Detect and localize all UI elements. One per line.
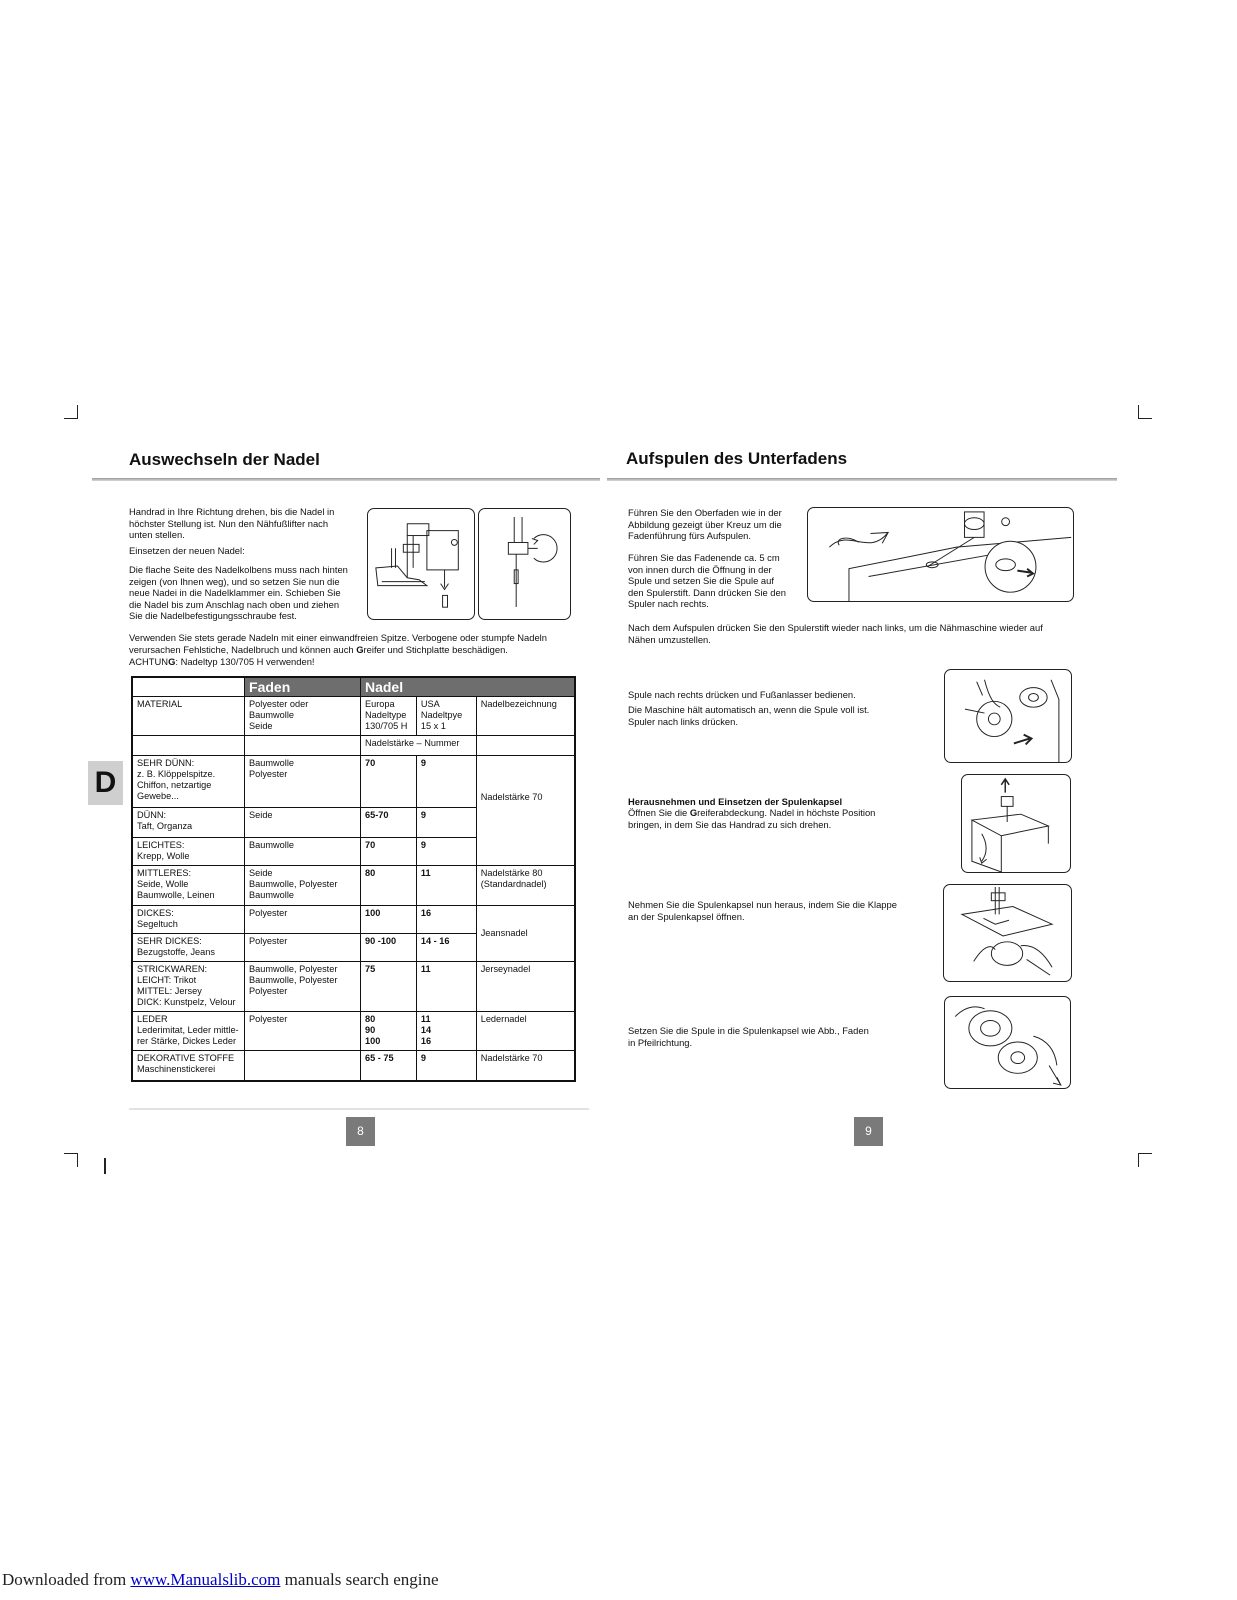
left-title-rule xyxy=(92,478,600,481)
crop-mark xyxy=(1138,1153,1152,1154)
cell-europa: Europa Nadeltype 130/705 H xyxy=(360,697,416,736)
bobbin-paragraph-6 xyxy=(628,807,948,830)
warning-2-text-a: verursachen Fehlstiche, Nadelbruch und können auch xyxy=(129,644,357,655)
warning-line-3 xyxy=(129,656,589,668)
cell-europa: 80 xyxy=(360,866,416,906)
cell-usa: 9 xyxy=(416,838,476,866)
needle-machine-illustration xyxy=(367,508,475,620)
intro-paragraph-2: Einsetzen der neuen Nadel: xyxy=(129,545,245,556)
cell-usa: 11 xyxy=(416,866,476,906)
right-page-title: Aufspulen des Unterfadens xyxy=(626,449,848,468)
left-bottom-rule xyxy=(129,1108,589,1110)
cell-faden: Baumwolle Polyester xyxy=(245,756,361,808)
cell-faden: Polyester xyxy=(245,906,361,934)
bobbin-case-removal-illustration xyxy=(943,884,1072,982)
cell-faden: Polyester xyxy=(245,934,361,962)
crop-mark xyxy=(104,1158,106,1174)
cell-material: DICKES: Segeltuch xyxy=(132,906,245,934)
table-header-faden: Faden xyxy=(245,677,361,697)
bobbin-paragraph-1: Führen Sie den Oberfaden wie in der Abbildung gezeigt über Kreuz um die Fadenführung fürs Aufspulen. xyxy=(628,507,782,542)
language-tab: D xyxy=(88,761,123,805)
needle-table xyxy=(131,676,576,1082)
crop-mark xyxy=(64,1153,78,1154)
table-row xyxy=(132,697,575,736)
cell-nadelstaerke: Nadelstärke – Nummer xyxy=(360,736,476,756)
p6-text-a: Öffnen Sie die xyxy=(628,807,690,818)
bobbin-paragraph-3: Nach dem Aufspulen drücken Sie den Spulerstift wieder nach links, um die Nähmaschine wieder auf Nähen umzustellen. xyxy=(628,622,1043,645)
table-row xyxy=(132,866,575,906)
desc-text: Jeansnadel xyxy=(480,927,528,938)
cell-usa: 9 xyxy=(416,756,476,808)
cell-desc: Nadelstärke 80 (Standardnadel) xyxy=(476,866,575,906)
cell-desc: Ledernadel xyxy=(476,1012,575,1051)
cell-material: DÜNN: Taft, Organza xyxy=(132,808,245,838)
crop-mark xyxy=(1138,418,1152,419)
cell-material: MITTLERES: Seide, Wolle Baumwolle, Leinen xyxy=(132,866,245,906)
bobbin-paragraph-2: Führen Sie das Fadenende ca. 5 cm von innen durch die Öffnung in der Spule und setzen Sie die Spule auf den Spulerstift. Dann drücken Sie den Spuler nach rechts. xyxy=(628,552,786,610)
table-row xyxy=(132,756,575,808)
bobbin-paragraph-5: Die Maschine hält automatisch an, wenn die Spule voll ist. Spuler nach links drücken. xyxy=(628,704,870,727)
cell-desc xyxy=(476,906,575,962)
thread-guide-illustration xyxy=(807,507,1074,602)
cell-material: SEHR DICKES: Bezugstoffe, Jeans xyxy=(132,934,245,962)
cell-material xyxy=(132,736,245,756)
cell-europa: 65 - 75 xyxy=(360,1051,416,1081)
manualslib-link[interactable]: www.Manualslib.com xyxy=(130,1570,281,1589)
cell-faden: Baumwolle xyxy=(245,838,361,866)
table-row xyxy=(132,906,575,934)
cell-usa: USA Nadeltpye 15 x 1 xyxy=(416,697,476,736)
cell-usa: 11 14 16 xyxy=(416,1012,476,1051)
cell-europa: 65-70 xyxy=(360,808,416,838)
cell-material: STRICKWAREN: LEICHT: Trikot MITTEL: Jersey DICK: Kunstpelz, Velour xyxy=(132,962,245,1012)
table-header-nadel: Nadel xyxy=(360,677,575,697)
cell-material: SEHR DÜNN: z. B. Klöppelspitze. Chiffon, netzartige Gewebe... xyxy=(132,756,245,808)
cell-faden xyxy=(245,1051,361,1081)
right-title-rule xyxy=(607,478,1117,481)
bobbin-winder-illustration xyxy=(944,669,1072,763)
cell-desc: Nadelbezeichnung xyxy=(476,697,575,736)
desc-text: Nadelstärke 70 xyxy=(480,792,543,802)
cell-desc: Jerseynadel xyxy=(476,962,575,1012)
footer-suffix: manuals search engine xyxy=(280,1570,439,1589)
crop-mark xyxy=(64,418,78,419)
warning-line-2 xyxy=(129,644,589,656)
cell-faden: Seide xyxy=(245,808,361,838)
warning-line-1: Verwenden Sie stets gerade Nadeln mit einer einwandfreien Spitze. Verbogene oder stumpfe Nadeln xyxy=(129,632,547,643)
cell-faden: Baumwolle, Polyester Baumwolle, Polyester Polyester xyxy=(245,962,361,1012)
table-header-row xyxy=(132,677,575,697)
bobbin-paragraph-4: Spule nach rechts drücken und Fußanlasser bedienen. xyxy=(628,689,856,700)
footer-prefix: Downloaded from xyxy=(2,1570,131,1589)
cell-europa: 100 xyxy=(360,906,416,934)
crop-mark xyxy=(1138,405,1139,419)
bobbin-paragraph-8: Setzen Sie die Spule in die Spulenkapsel wie Abb., Faden in Pfeilrichtung. xyxy=(628,1025,869,1048)
cell-usa: 9 xyxy=(416,1051,476,1081)
cell-usa: 11 xyxy=(416,962,476,1012)
warning-3-text-a: ACHTUN xyxy=(129,656,169,667)
intro-paragraph-1: Handrad in Ihre Richtung drehen, bis die Nadel in höchster Stellung ist. Nun den Nähfußlifter nach unten stellen. xyxy=(129,506,335,541)
intro-paragraph-3: Die flache Seite des Nadelkolbens muss nach hinten zeigen (von Ihnen weg), und so setzen Sie nun die neue Nadei in die Nadelklammer ein. Schieben Sie die Nadel bis zum Anschlag nach oben und ziehen Sie die Nadelbefestigungsschraube fest. xyxy=(129,564,348,622)
crop-mark xyxy=(77,1153,78,1167)
cell-europa: 70 xyxy=(360,756,416,808)
cell-desc: Nadelstärke 70 xyxy=(476,1051,575,1081)
table-header-material xyxy=(132,677,245,697)
cell-material: LEICHTES: Krepp, Wolle xyxy=(132,838,245,866)
cell-europa: 70 xyxy=(360,838,416,866)
cell-europa: 90 -100 xyxy=(360,934,416,962)
warning-2-text-c: reifer und Stichplatte beschädigen. xyxy=(363,644,508,655)
page-number-left: 8 xyxy=(346,1117,375,1146)
p6-text-c: reiferabdeckung. Nadel in höchste Position bringen, in dem Sie das Handrad zu sich drehen. xyxy=(628,807,876,830)
bobbin-insert-illustration xyxy=(944,996,1071,1089)
table-row xyxy=(132,736,575,756)
cell-material: LEDER Lederimitat, Leder mittle- rer Stärke, Dickes Leder xyxy=(132,1012,245,1051)
cell-faden: Polyester oder Baumwolle Seide xyxy=(245,697,361,736)
cell-material: DEKORATIVE STOFFE Maschinenstickerei xyxy=(132,1051,245,1081)
left-page-title: Auswechseln der Nadel xyxy=(129,450,320,469)
cell-usa: 9 xyxy=(416,808,476,838)
table-row xyxy=(132,1012,575,1051)
shuttle-cover-illustration xyxy=(961,774,1071,873)
table-row xyxy=(132,1051,575,1081)
page-number-right: 9 xyxy=(854,1117,883,1146)
cell-desc xyxy=(476,756,575,866)
cell-europa: 75 xyxy=(360,962,416,1012)
section-heading: Herausnehmen und Einsetzen der Spulenkapsel xyxy=(628,796,843,807)
bobbin-paragraph-7: Nehmen Sie die Spulenkapsel nun heraus, indem Sie die Klappe an der Spulenkapsel öffnen. xyxy=(628,899,897,922)
cell-faden xyxy=(245,736,361,756)
warning-2-text-b: G xyxy=(356,644,364,655)
cell-material: MATERIAL xyxy=(132,697,245,736)
p6-text-b: G xyxy=(689,807,698,818)
cell-usa: 16 xyxy=(416,906,476,934)
needle-clamp-illustration xyxy=(478,508,571,620)
cell-desc xyxy=(476,736,575,756)
cell-faden: Seide Baumwolle, Polyester Baumwolle xyxy=(245,866,361,906)
warning-3-text-b: G xyxy=(168,656,176,667)
warning-3-text-c: : Nadeltyp 130/705 H verwenden! xyxy=(175,656,315,667)
download-footer xyxy=(2,1570,439,1590)
cell-faden: Polyester xyxy=(245,1012,361,1051)
cell-usa: 14 - 16 xyxy=(416,934,476,962)
crop-mark xyxy=(77,405,78,419)
table-row xyxy=(132,962,575,1012)
crop-mark xyxy=(1138,1153,1139,1167)
cell-europa: 80 90 100 xyxy=(360,1012,416,1051)
